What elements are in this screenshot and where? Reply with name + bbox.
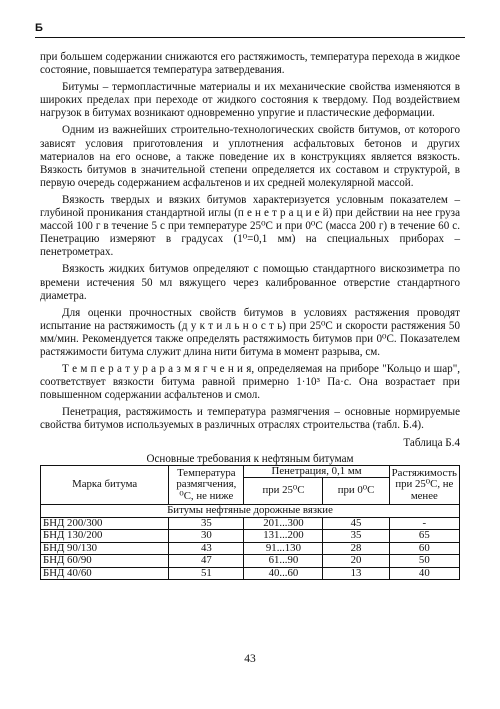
header-penetration: Пенетрация, 0,1 мм	[244, 465, 389, 478]
paragraph: Битумы – термопластичные материалы и их механические свойства изменяются в широких пределах при переходе от жидкого состояния к твердому. Под воздействием нагрузок в битумах возникают одновременно упругие и пластические деформации.	[40, 81, 460, 120]
table-cell: 50	[389, 555, 459, 568]
section-row	[41, 505, 460, 518]
running-header: Б	[35, 22, 465, 38]
table-row	[41, 542, 460, 555]
table-cell: БНД 40/60	[41, 567, 169, 580]
table-cell: 28	[323, 542, 389, 555]
table-row	[41, 530, 460, 543]
header-ductility: Растяжимость при 25⁰С, не менее	[389, 465, 459, 505]
paragraph: Вязкость жидких битумов определяют с помощью стандартного вискозиметра по времени истечения 50 мл вяжущего через калиброванное отверстие стандартного диаметра.	[40, 263, 460, 302]
paragraph: Пенетрация, растяжимость и температура размягчения – основные нормируемые свойства битумов используемых в различных отраслях строительства (табл. Б.4).	[40, 406, 460, 432]
table-cell: БНД 60/90	[41, 555, 169, 568]
table-cell: 91...130	[244, 542, 323, 555]
table-cell: -	[389, 517, 459, 530]
table-cell: 61...90	[244, 555, 323, 568]
table-cell: 13	[323, 567, 389, 580]
table-cell: БНД 90/130	[41, 542, 169, 555]
paragraph: Т е м п е р а т у р а р а з м я г ч е н и я, определяемая на приборе "Кольцо и шар", соответствует вязкости битума равной примерно 1·10³ Па·с. Она возрастает при повышенном содержании асфальтенов и смол.	[40, 363, 460, 402]
table-cell: 20	[323, 555, 389, 568]
section-label: Битумы нефтяные дорожные вязкие	[41, 505, 460, 518]
table-row	[41, 567, 460, 580]
table-title: Основные требования к нефтяным битумам	[146, 452, 354, 465]
table-cell: 45	[323, 517, 389, 530]
table-cell: 60	[389, 542, 459, 555]
table-cell: 40...60	[244, 567, 323, 580]
table-caption: Таблица Б.4	[403, 436, 460, 449]
table-cell: 35	[323, 530, 389, 543]
paragraph: Вязкость твердых и вязких битумов характеризуется условным показателем – глубиной проникания стандартной иглы (п е н е т р а ц и е й) при действии на нее груза массой 100 г в течение 5 с при температуре 25⁰С и при 0⁰С (масса 200 г) в течение 60 с. Пенетрацию измеряют в градусах (1⁰=0,1 мм) на специальных приборах – пенетрометрах.	[40, 193, 460, 259]
table-cell: 43	[169, 542, 244, 555]
table-cell: 40	[389, 567, 459, 580]
table-row	[41, 555, 460, 568]
bitumen-requirements-table	[40, 465, 460, 581]
table-cell: 131...200	[244, 530, 323, 543]
table-row	[41, 517, 460, 530]
header-pen-0: при 0⁰С	[323, 478, 389, 505]
header-pen-25: при 25⁰С	[244, 478, 323, 505]
table-cell: 35	[169, 517, 244, 530]
table-cell: 47	[169, 555, 244, 568]
table-cell: БНД 130/200	[41, 530, 169, 543]
page-number: 43	[244, 653, 256, 665]
paragraph: Одним из важнейших строительно-технологических свойств битумов, от которого зависят условия приготовления и уплотнения асфальтовых бетонов и других материалов на его основе, а также поведение их в конструкциях является вязкость. Вязкость битумов в значительной степени определяется их составом и структурой, в первую очередь содержанием асфальтенов и их средней молекулярной массой.	[40, 124, 460, 189]
table-cell: 201...300	[244, 517, 323, 530]
paragraph: Для оценки прочностных свойств битумов в условиях растяжения проводят испытание на растяжимость (д у к т и л ь н о с т ь) при 25⁰С и скорости растяжения 50 мм/мин. Рекомендуется также определять растяжимость битумов при 0⁰С. Показателем растяжимости битума служит длина нити битума в момент разрыва, см.	[40, 306, 460, 358]
header-softening: Температура размягчения, ⁰С, не ниже	[169, 465, 244, 505]
table-cell: 30	[169, 530, 244, 543]
header-grade: Марка битума	[41, 465, 169, 505]
table-cell: 51	[169, 567, 244, 580]
body-text	[40, 51, 460, 580]
paragraph: при большем содержании снижаются его растяжимость, температура перехода в жидкое состояние, повышается температура затвердевания.	[40, 51, 460, 77]
table-cell: 65	[389, 530, 459, 543]
table-cell: БНД 200/300	[41, 517, 169, 530]
